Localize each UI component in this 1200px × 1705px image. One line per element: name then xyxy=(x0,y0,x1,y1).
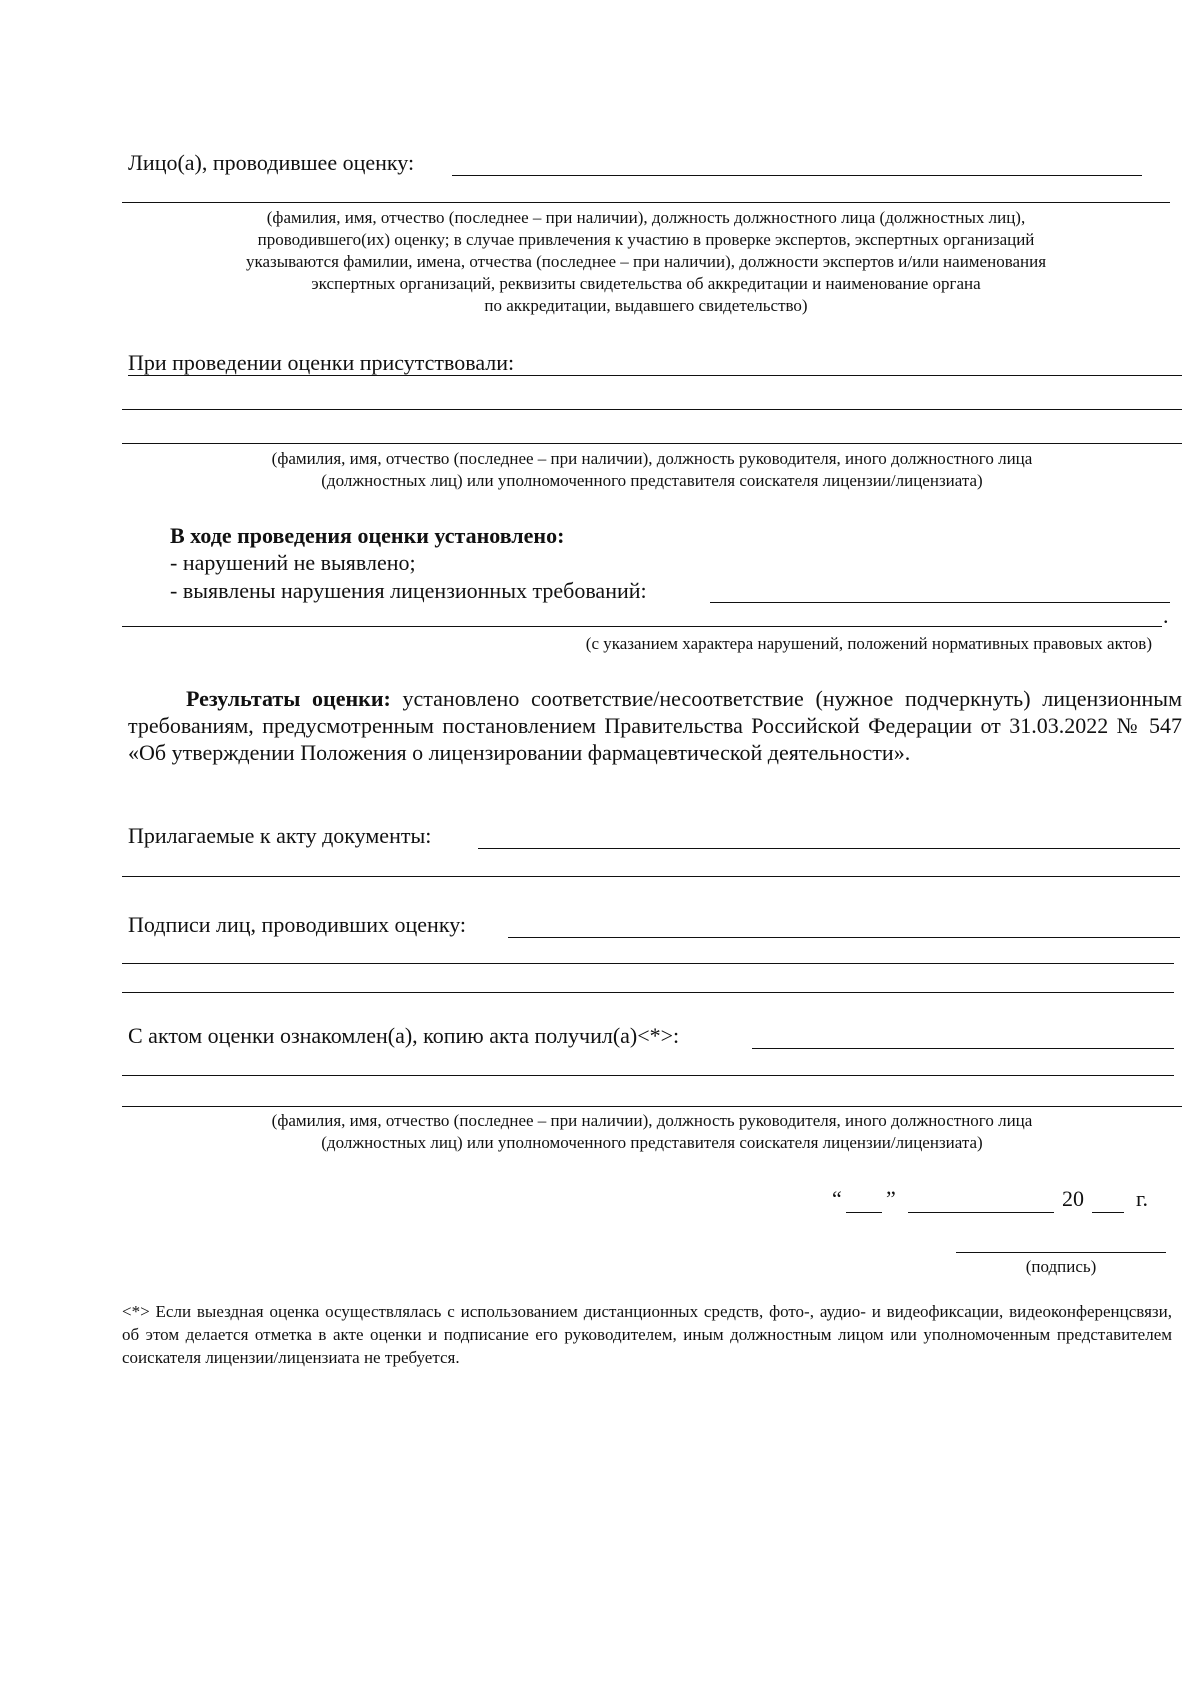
findings-heading: В ходе проведения оценки установлено: xyxy=(170,523,565,548)
date-close-quote: ” xyxy=(886,1186,896,1211)
acknowledged-caption xyxy=(122,1110,1182,1154)
date-year-suffix: г. xyxy=(1136,1186,1149,1211)
signatures-field-line[interactable] xyxy=(508,937,1180,938)
present-field-line-3[interactable] xyxy=(122,443,1182,444)
evaluator-field-line[interactable] xyxy=(452,175,1142,176)
acknowledged-field-line[interactable] xyxy=(752,1048,1174,1049)
date-year-field[interactable] xyxy=(1092,1212,1124,1213)
date-day-field[interactable] xyxy=(846,1212,882,1213)
evaluator-caption xyxy=(122,207,1170,317)
attached-field-line[interactable] xyxy=(478,848,1180,849)
date-year-prefix: 20 xyxy=(1062,1186,1084,1211)
acknowledged-field-line-2[interactable] xyxy=(122,1075,1174,1076)
violations-field-line-2[interactable] xyxy=(122,626,1162,627)
present-label: При проведении оценки присутствовали: xyxy=(128,350,515,375)
caption-line: (фамилия, имя, отчество (последнее – при наличии), должность руководителя, иного должностного лица xyxy=(271,449,1033,468)
signatures-field-line-2[interactable] xyxy=(122,963,1174,964)
acknowledged-label: С актом оценки ознакомлен(а), копию акта получил(а)<*>: xyxy=(128,1023,680,1048)
findings-item-violations: - выявлены нарушения лицензионных требований: xyxy=(170,578,647,603)
caption-line: по аккредитации, выдавшего свидетельство) xyxy=(484,296,808,315)
results-heading: Результаты оценки: xyxy=(186,686,391,711)
signatures-label: Подписи лиц, проводивших оценку: xyxy=(128,912,467,937)
acknowledged-field-line-3[interactable] xyxy=(122,1106,1182,1107)
caption-line: проводившего(их) оценку; в случае привлечения к участию в проверке экспертов, экспертных организаций xyxy=(257,230,1035,249)
caption-line: указываются фамилии, имена, отчества (последнее – при наличии), должности экспертов и/или наименования xyxy=(245,252,1047,271)
caption-line: (фамилия, имя, отчество (последнее – при наличии), должность должностного лица (должностных лиц), xyxy=(266,208,1026,227)
present-caption xyxy=(122,448,1182,492)
date-open-quote: “ xyxy=(832,1186,842,1211)
footnote: <*> Если выездная оценка осуществлялась с использованием дистанционных средств, фото-, аудио- и видеофиксации, видеоконференцсвязи, об этом делается отметка в акте оценки и подписание его руководителем, иным должностным лицом или уполномоченным представителем соискателя лицензии/лицензиата не требуется. xyxy=(122,1302,1172,1367)
date-month-field[interactable] xyxy=(908,1212,1054,1213)
violations-period: . xyxy=(1163,603,1169,628)
present-field-line[interactable] xyxy=(128,375,1182,376)
evaluator-label: Лицо(а), проводившее оценку: xyxy=(128,150,415,175)
violations-field-line[interactable] xyxy=(710,602,1170,603)
caption-line: (должностных лиц) или уполномоченного представителя соискателя лицензии/лицензиата) xyxy=(321,1133,983,1152)
signatures-field-line-3[interactable] xyxy=(122,992,1174,993)
evaluator-field-line-2[interactable] xyxy=(122,202,1170,203)
attached-label: Прилагаемые к акту документы: xyxy=(128,823,432,848)
signature-caption: (подпись) xyxy=(1025,1257,1097,1276)
signature-field[interactable] xyxy=(956,1252,1166,1253)
results-text: установлено соответствие/несоответствие (нужное подчеркнуть) лицензионным требованиям, предусмотренным постановлением Правительства Российской Федерации от 31.03.2022 № 547 «Об утверждении Положения о лицензировании фармацевтической деятельности». xyxy=(128,686,1182,765)
caption-line: (должностных лиц) или уполномоченного представителя соискателя лицензии/лицензиата) xyxy=(321,471,983,490)
present-field-line-2[interactable] xyxy=(122,409,1182,410)
findings-item-none: - нарушений не выявлено; xyxy=(170,550,416,575)
attached-field-line-2[interactable] xyxy=(122,876,1180,877)
caption-line: экспертных организаций, реквизиты свидетельства об аккредитации и наименование органа xyxy=(311,274,981,293)
caption-line: (фамилия, имя, отчество (последнее – при наличии), должность руководителя, иного должностного лица xyxy=(271,1111,1033,1130)
findings-caption: (с указанием характера нарушений, положений нормативных правовых актов) xyxy=(585,634,1152,653)
results-paragraph xyxy=(128,685,1182,766)
